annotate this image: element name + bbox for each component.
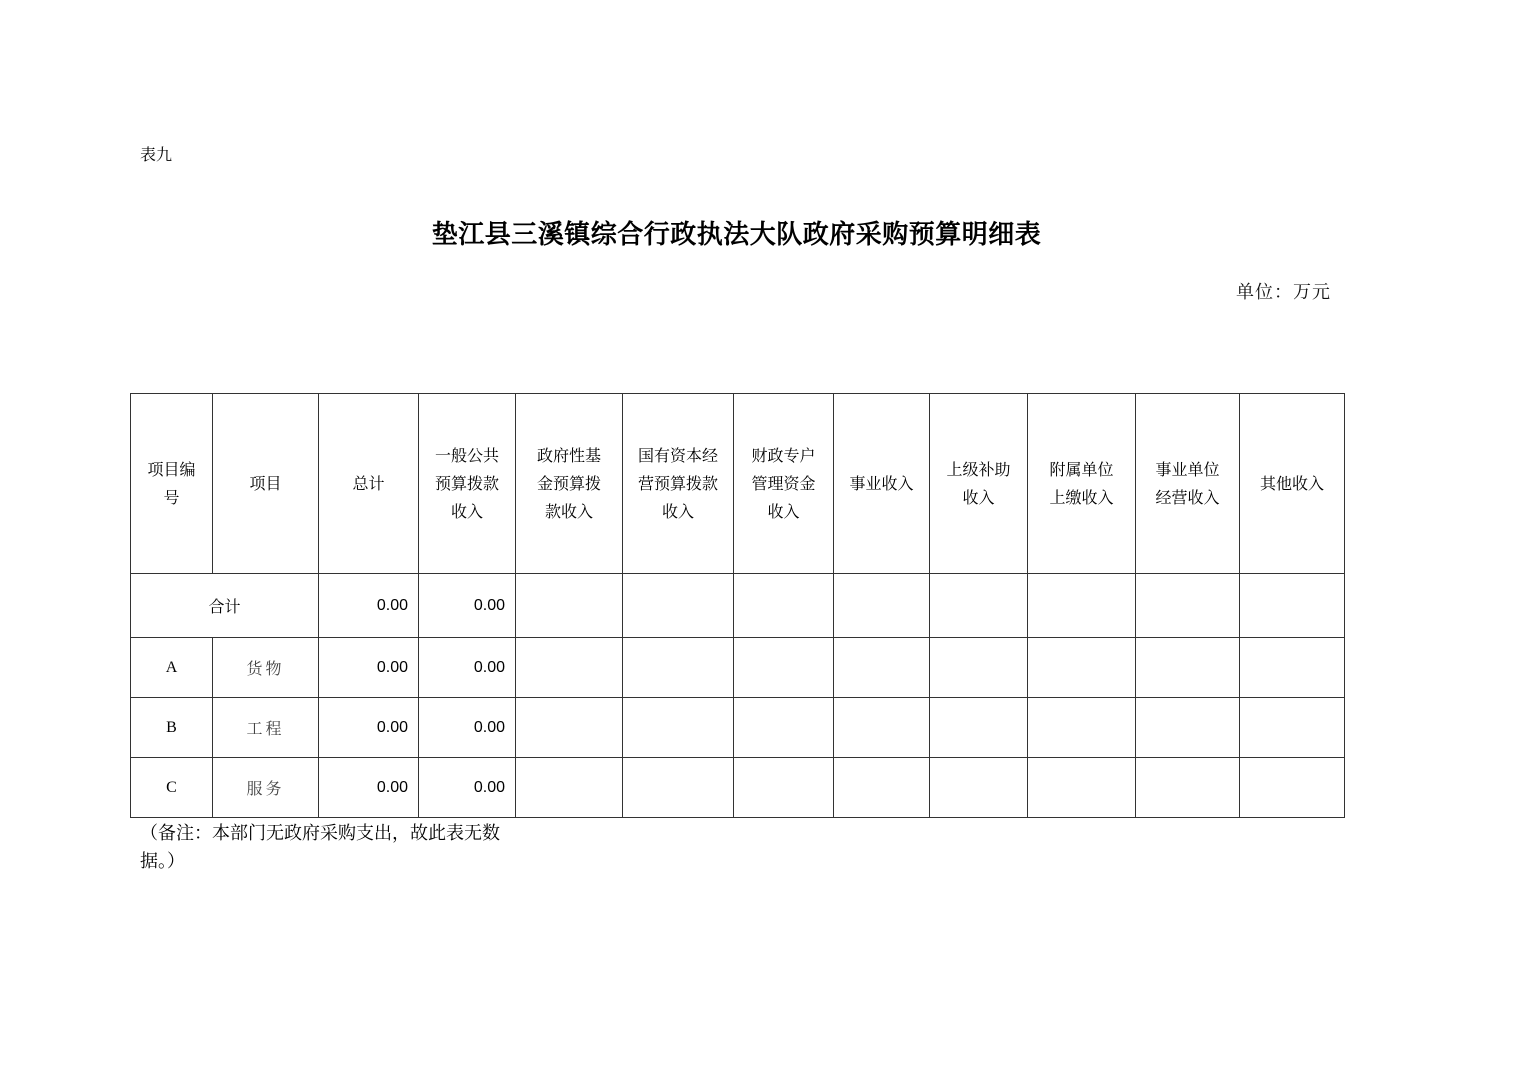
empty-cell: [1028, 638, 1136, 698]
empty-cell: [516, 758, 623, 818]
empty-cell: [623, 698, 734, 758]
page-title: 垫江县三溪镇综合行政执法大队政府采购预算明细表: [431, 220, 1042, 250]
col-header-superior-subsidy: 上级补助收入: [930, 394, 1028, 574]
col-header-state-capital: 国有资本经营预算拨款收入: [623, 394, 734, 574]
empty-cell: [834, 638, 930, 698]
empty-cell: [1028, 758, 1136, 818]
col-header-gov-fund: 政府性基金预算拨款收入: [516, 394, 623, 574]
empty-cell: [834, 574, 930, 638]
col-header-operating-income: 事业单位经营收入: [1136, 394, 1240, 574]
total-label: 合计: [131, 574, 319, 638]
empty-cell: [1136, 758, 1240, 818]
empty-cell: [623, 638, 734, 698]
table-number: 表九: [140, 145, 173, 164]
col-header-affiliate-payment: 附属单位上缴收入: [1028, 394, 1136, 574]
empty-cell: [1028, 698, 1136, 758]
empty-cell: [516, 574, 623, 638]
row-total: 0.00: [319, 698, 419, 758]
empty-cell: [1136, 698, 1240, 758]
table-row: [131, 638, 1345, 698]
empty-cell: [1240, 698, 1345, 758]
empty-cell: [834, 698, 930, 758]
row-total: 0.00: [319, 638, 419, 698]
total-cell-total: 0.00: [319, 574, 419, 638]
empty-cell: [1136, 574, 1240, 638]
empty-cell: [516, 698, 623, 758]
col-header-item: 项目: [213, 394, 319, 574]
row-item: 服务: [213, 758, 319, 818]
table-row: [131, 698, 1345, 758]
header-row: [131, 394, 1345, 574]
col-header-total: 总计: [319, 394, 419, 574]
empty-cell: [1136, 638, 1240, 698]
unit-label: 单位：万元: [1236, 282, 1331, 303]
empty-cell: [834, 758, 930, 818]
row-code: A: [131, 638, 213, 698]
empty-cell: [734, 758, 834, 818]
empty-cell: [734, 638, 834, 698]
col-header-code: 项目编号: [131, 394, 213, 574]
footnote: （备注：本部门无政府采购支出，故此表无数据。）: [140, 823, 500, 872]
row-item: 工程: [213, 698, 319, 758]
table-row: [131, 758, 1345, 818]
col-header-other-income: 其他收入: [1240, 394, 1345, 574]
empty-cell: [1028, 574, 1136, 638]
empty-cell: [1240, 574, 1345, 638]
empty-cell: [516, 638, 623, 698]
empty-cell: [623, 574, 734, 638]
empty-cell: [930, 574, 1028, 638]
row-general-budget: 0.00: [419, 638, 516, 698]
row-code: B: [131, 698, 213, 758]
col-header-special-account: 财政专户管理资金收入: [734, 394, 834, 574]
empty-cell: [1240, 758, 1345, 818]
empty-cell: [734, 574, 834, 638]
row-general-budget: 0.00: [419, 698, 516, 758]
empty-cell: [623, 758, 734, 818]
empty-cell: [1240, 638, 1345, 698]
col-header-general-budget: 一般公共预算拨款收入: [419, 394, 516, 574]
empty-cell: [734, 698, 834, 758]
empty-cell: [930, 698, 1028, 758]
row-item: 货物: [213, 638, 319, 698]
row-general-budget: 0.00: [419, 758, 516, 818]
total-cell-general-budget: 0.00: [419, 574, 516, 638]
row-code: C: [131, 758, 213, 818]
col-header-business-income: 事业收入: [834, 394, 930, 574]
total-row: [131, 574, 1345, 638]
empty-cell: [930, 638, 1028, 698]
row-total: 0.00: [319, 758, 419, 818]
empty-cell: [930, 758, 1028, 818]
budget-table: [130, 393, 1345, 818]
